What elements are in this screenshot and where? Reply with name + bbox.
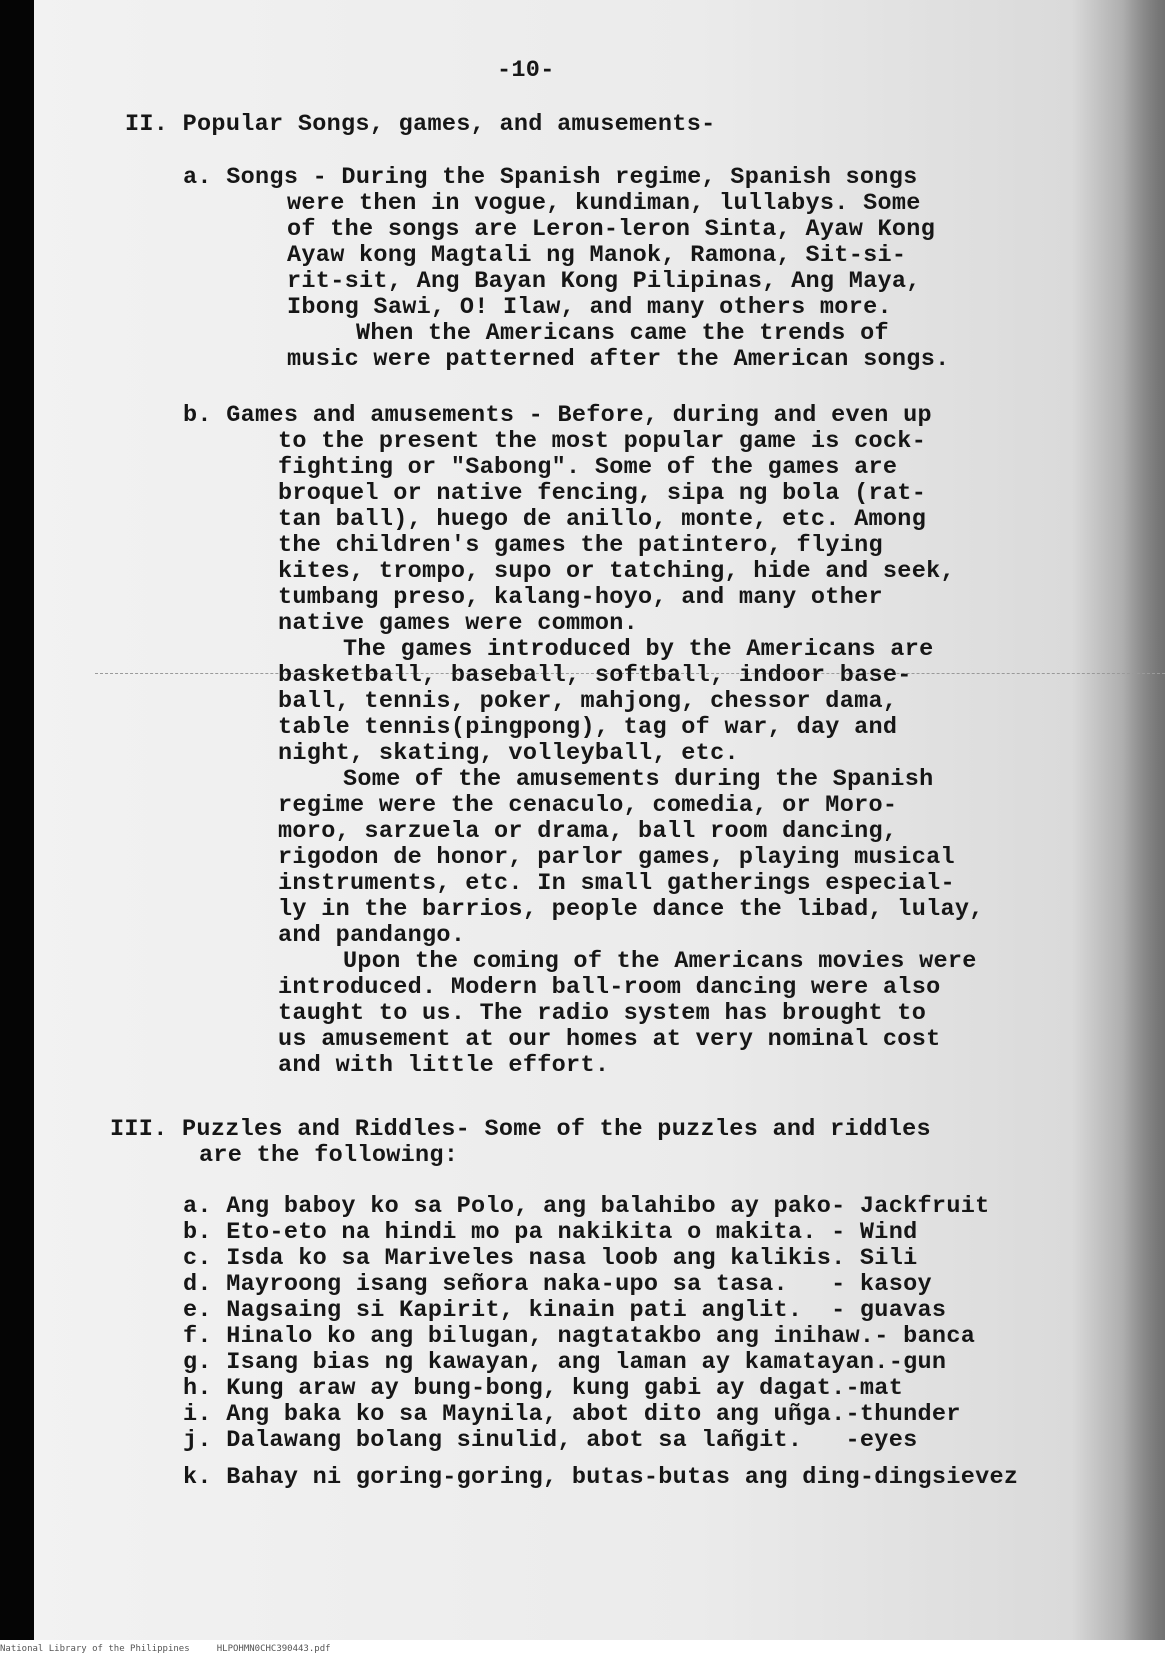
section-iii-heading-cont: are the following:	[199, 1142, 459, 1169]
games-line: tan ball), huego de anillo, monte, etc. Among	[278, 506, 927, 533]
riddle-item: d. Mayroong isang señora naka-upo sa tasa. - kasoy	[183, 1271, 932, 1298]
riddle-item: f. Hinalo ko ang bilugan, nagtatakbo ang inihaw.- banca	[183, 1323, 976, 1350]
games-line: tumbang preso, kalang-hoyo, and many other	[278, 584, 883, 611]
games-line: Upon the coming of the Americans movies were	[343, 948, 977, 975]
games-line: basketball, baseball, softball, indoor base-	[278, 662, 912, 689]
riddle-item: g. Isang bias ng kawayan, ang laman ay kamatayan.-gun	[183, 1349, 947, 1376]
games-line: moro, sarzuela or drama, ball room dancing,	[278, 818, 898, 845]
games-line: us amusement at our homes at very nominal cost	[278, 1026, 941, 1053]
songs-line: were then in vogue, kundiman, lullabys. Some	[287, 190, 921, 217]
footer-attribution: National Library of the Philippines HLPOHMN0CHC390443.pdf	[0, 1644, 331, 1654]
games-line: night, skating, volleyball, etc.	[278, 740, 739, 767]
songs-line: Ibong Sawi, O! Ilaw, and many others more.	[287, 294, 892, 321]
games-line: rigodon de honor, parlor games, playing musical	[278, 844, 955, 871]
games-line: native games were common.	[278, 610, 639, 637]
riddle-item: k. Bahay ni goring-goring, butas-butas ang ding-dingsievez	[183, 1464, 1019, 1491]
songs-line: When the Americans came the trends of	[356, 320, 889, 347]
games-line: taught to us. The radio system has brought to	[278, 1000, 927, 1027]
riddle-item: b. Eto-eto na hindi mo pa nakikita o makita. - Wind	[183, 1219, 918, 1246]
section-ii-heading: II. Popular Songs, games, and amusements-	[125, 111, 716, 138]
games-line: broquel or native fencing, sipa ng bola (rat-	[278, 480, 927, 507]
scan-edge-shadow	[1123, 0, 1165, 1640]
games-line: table tennis(pingpong), tag of war, day and	[278, 714, 898, 741]
riddle-item: h. Kung araw ay bung-bong, kung gabi ay dagat.-mat	[183, 1375, 904, 1402]
riddle-item: e. Nagsaing si Kapirit, kinain pati anglit. - guavas	[183, 1297, 947, 1324]
songs-line: music were patterned after the American songs.	[287, 346, 950, 373]
games-line: ball, tennis, poker, mahjong, chessor dama,	[278, 688, 898, 715]
songs-line: Ayaw kong Magtali ng Manok, Ramona, Sit-si-	[287, 242, 907, 269]
songs-line: a. Songs - During the Spanish regime, Spanish songs	[183, 164, 918, 191]
songs-line: of the songs are Leron-leron Sinta, Ayaw Kong	[287, 216, 936, 243]
page-number: -10-	[497, 57, 555, 84]
games-line: and pandango.	[278, 922, 466, 949]
games-line: instruments, etc. In small gatherings especial-	[278, 870, 955, 897]
section-iii-heading: III. Puzzles and Riddles- Some of the puzzles and riddles	[110, 1116, 931, 1143]
games-line: Some of the amusements during the Spanish	[343, 766, 934, 793]
games-line: b. Games and amusements - Before, during and even up	[183, 402, 932, 429]
songs-line: rit-sit, Ang Bayan Kong Pilipinas, Ang Maya,	[287, 268, 921, 295]
games-line: regime were the cenaculo, comedia, or Moro-	[278, 792, 898, 819]
games-line: introduced. Modern ball-room dancing were also	[278, 974, 941, 1001]
games-line: to the present the most popular game is cock-	[278, 428, 927, 455]
riddle-item: a. Ang baboy ko sa Polo, ang balahibo ay pako- Jackfruit	[183, 1193, 990, 1220]
games-line: the children's games the patintero, flying	[278, 532, 883, 559]
games-line: ly in the barrios, people dance the libad, lulay,	[278, 896, 984, 923]
games-line: and with little effort.	[278, 1052, 610, 1079]
riddle-item: c. Isda ko sa Mariveles nasa loob ang kalikis. Sili	[183, 1245, 918, 1272]
games-line: kites, trompo, supo or tatching, hide and seek,	[278, 558, 955, 585]
riddle-item: i. Ang baka ko sa Maynila, abot dito ang uñga.-thunder	[183, 1401, 961, 1428]
games-line: The games introduced by the Americans are	[343, 636, 934, 663]
riddle-item: j. Dalawang bolang sinulid, abot sa lañgit. -eyes	[183, 1427, 918, 1454]
games-line: fighting or "Sabong". Some of the games are	[278, 454, 898, 481]
scan-edge-bar	[0, 0, 34, 1640]
